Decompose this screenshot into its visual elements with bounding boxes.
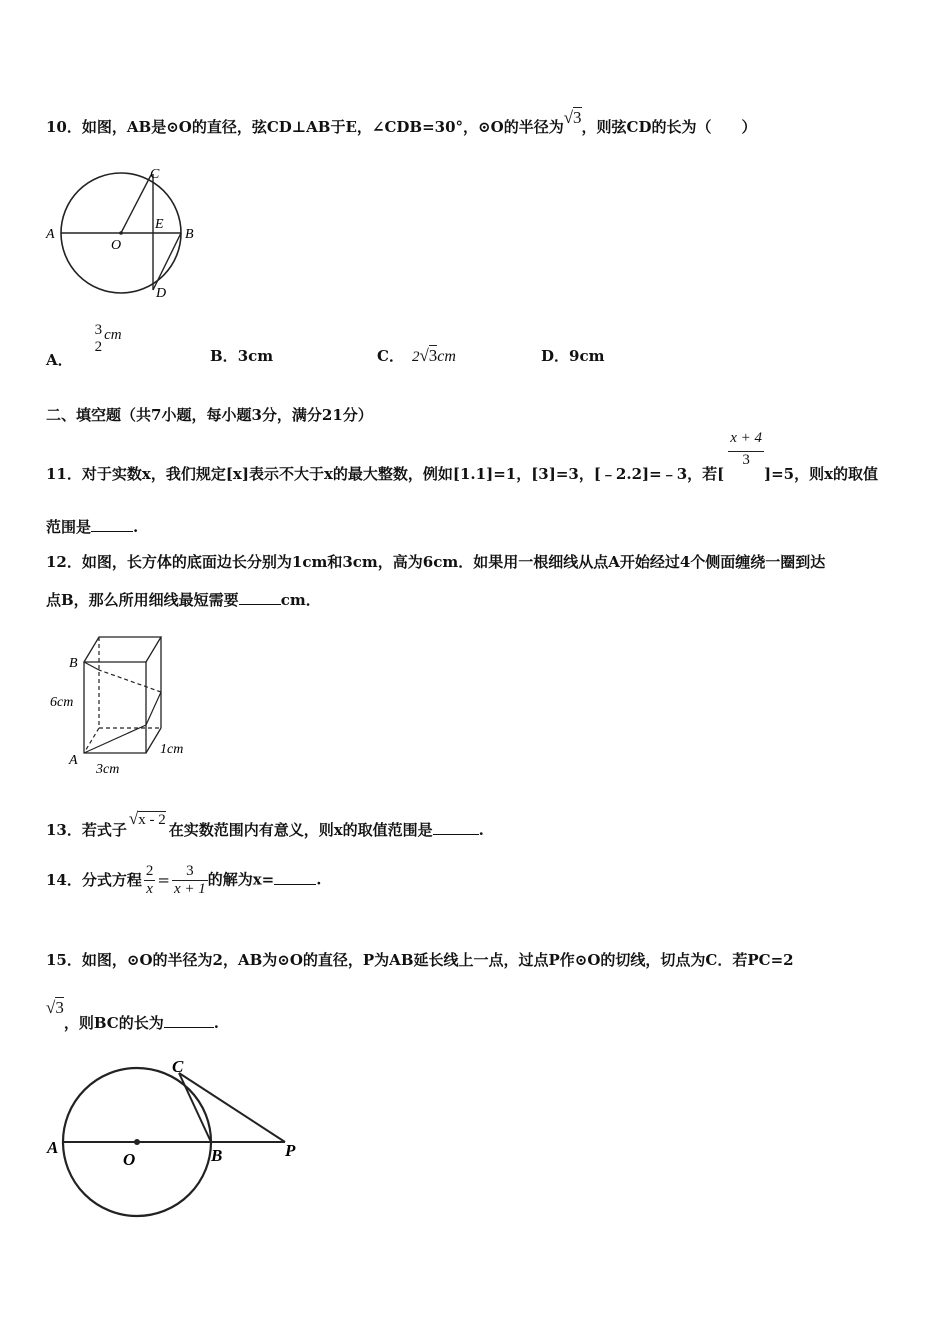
- q10-option-d: D．9cm: [541, 347, 605, 365]
- q10-label-d: D: [156, 286, 167, 301]
- q12-answer-blank[interactable]: [239, 590, 281, 605]
- q11-fraction: $\frac{x + 4}{3}$: [730, 430, 763, 468]
- q15-label-a: A: [47, 1138, 59, 1157]
- q12-label-depth: 1cm: [160, 742, 184, 757]
- q10-option-c-radical: √3: [419, 346, 438, 365]
- q10-figure: [40, 160, 210, 305]
- q10-option-a-unit: cm: [104, 327, 122, 343]
- q10-option-c-coef: 2: [411, 349, 420, 365]
- q11-line1: [46, 430, 879, 483]
- q12-label-height: 6cm: [50, 695, 74, 710]
- q13-answer-blank[interactable]: [433, 820, 479, 835]
- q10-option-c: C． 2√3cm: [377, 346, 456, 365]
- q10-option-b: B．3cm: [210, 347, 274, 365]
- q11-text-b: ]=5，则x的取值: [764, 464, 879, 483]
- q10-option-a: [46, 322, 122, 369]
- q11-answer-blank[interactable]: [91, 517, 133, 532]
- q10-label-a: A: [46, 227, 55, 242]
- q15-figure: [42, 1055, 312, 1225]
- q14-lhs-fraction: $\frac{2}{x}$: [145, 863, 154, 897]
- q12-line2: 点B，那么所用细线最短需要 cm．: [46, 591, 321, 609]
- q10-text-b: ，则弦CD的长为（ ）: [581, 118, 757, 136]
- q12-label-b: B: [69, 656, 78, 671]
- q10-label-e: E: [155, 217, 164, 232]
- q15-label-c: C: [172, 1057, 184, 1076]
- q15-radical: √3: [46, 998, 64, 1017]
- q10-label-b: B: [185, 227, 194, 242]
- q11-line2: 范围是 .: [46, 518, 139, 536]
- q14-equals: =: [157, 870, 170, 889]
- q10-option-a-fraction: 3 2: [94, 322, 103, 355]
- section-2-title: 二、填空题（共7小题，每小题3分，满分21分）: [46, 406, 373, 424]
- q10-label-o: O: [111, 238, 122, 253]
- q14-rhs-fraction: $\frac{3}{x + 1}$: [173, 863, 206, 897]
- q10-label-c: C: [150, 167, 160, 182]
- q10-text-a: 10．如图，AB是⊙O的直径，弦CD⊥AB于E，∠CDB=30°，⊙O的半径为: [46, 118, 564, 136]
- q15-label-b: B: [211, 1146, 223, 1165]
- q15-label-o: O: [123, 1150, 136, 1169]
- q15-answer-blank[interactable]: [164, 1013, 214, 1028]
- q12-label-a: A: [69, 753, 78, 768]
- q10-radical: √3: [563, 108, 582, 127]
- q12-label-width: 3cm: [96, 762, 120, 777]
- q10-stem: [46, 108, 757, 137]
- q13-line: 13．若式子√x - 2在实数范围内有意义，则x的取值范围是 .: [46, 809, 484, 839]
- q15-label-p: P: [285, 1141, 296, 1160]
- q13-radical: √x - 2: [128, 809, 166, 828]
- q15-line2: √3，则BC的长为 .: [46, 998, 219, 1032]
- q14-line: 14．分式方程 $\frac{2}{x}$ = $\frac{3}{x + 1}$ 的解为x= .: [46, 863, 322, 897]
- q12-line1: 12．如图，长方体的底面边长分别为1cm和3cm，高为6cm．如果用一根细线从点A开始经过4个侧面缠绕一圈到达: [46, 553, 826, 571]
- q12-figure: [46, 630, 206, 780]
- q15-line1: 15．如图，⊙O的半径为2，AB为⊙O的直径，P为AB延长线上一点，过点P作⊙O的切线，切点为C．若PC=2: [46, 951, 794, 969]
- q14-answer-blank[interactable]: [274, 870, 316, 885]
- q11-text-a: 11．对于实数x，我们规定[x]表示不大于x的最大整数，例如[1.1]=1，[3]=3，[﹣2.2]=﹣3，若[: [46, 464, 725, 483]
- q10-option-a-label: A．: [46, 351, 73, 369]
